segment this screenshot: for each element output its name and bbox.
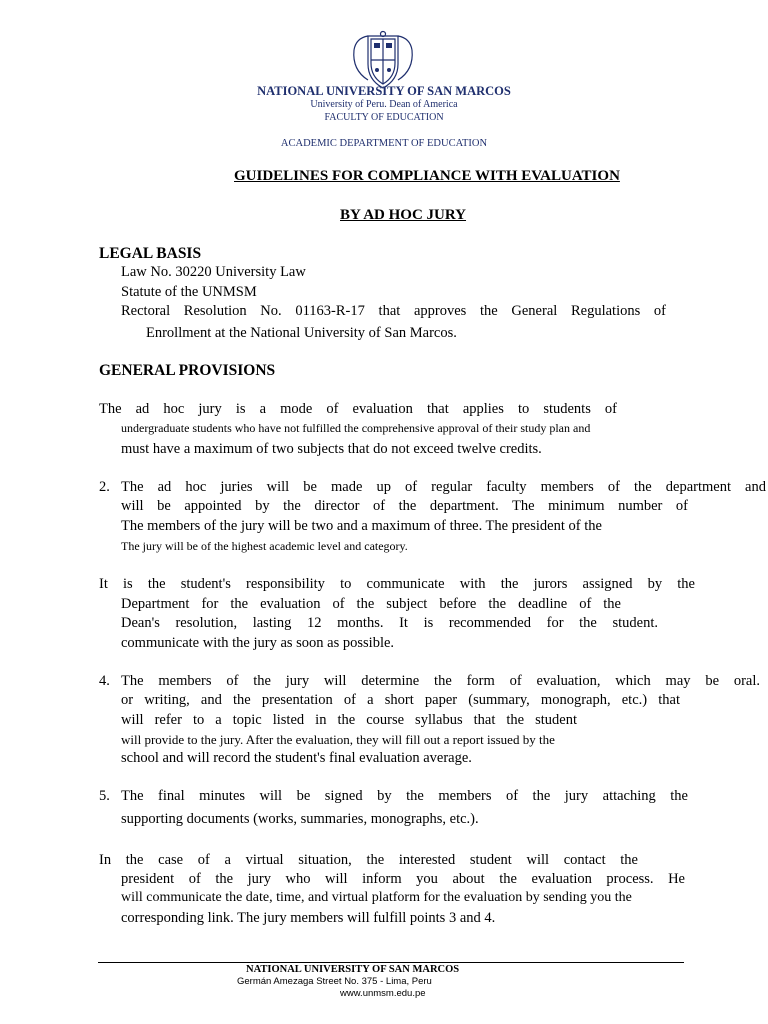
legal-basis-item-text: Rectoral Resolution No. 01163-R-17 that approves the General Regulations of [121,303,666,319]
legal-basis-item [121,303,666,320]
provision-5-line: supporting documents (works, summaries, monographs, etc.). [121,811,479,827]
provision-5-line: The final minutes will be signed by the members of the jury attaching the [121,788,688,804]
general-provisions-heading: GENERAL PROVISIONS [99,362,276,379]
provision-1-line: The ad hoc jury is a mode of evaluation that applies to students of [99,401,617,417]
provision-2-line: The jury will be of the highest academic level and category. [121,539,408,553]
provision-6-line: In the case of a virtual situation, the interested student will contact the [99,852,638,868]
provision-2-line: will be appointed by the director of the department. The minimum number of [121,498,688,514]
footer-address: Germán Amezaga Street No. 375 - Lima, Peru [237,976,432,987]
footer-website: www.unmsm.edu.pe [340,988,426,999]
provision-2-number: 2. [99,479,110,495]
provision-6-line: president of the jury who will inform you about the evaluation process. He [121,871,685,887]
provision-6-line: will communicate the date, time, and virtual platform for the evaluation by sending you the [121,890,632,905]
provision-3-line: Dean's resolution, lasting 12 months. It is recommended for the student. [121,615,658,631]
legal-basis-heading: LEGAL BASIS [99,245,202,262]
provision-4-line: or writing, and the presentation of a short paper (summary, monograph, etc.) that [121,692,680,708]
provision-3-line: communicate with the jury as soon as possible. [121,635,395,651]
provision-3-line: It is the student's responsibility to communicate with the jurors assigned by the [99,576,695,592]
provision-4-line: will refer to a topic listed in the course syllabus that the student [121,712,577,728]
provision-4-number: 4. [99,673,110,689]
legal-basis-item-continuation: Enrollment at the National University of San Marcos. [146,325,457,341]
header-motto: University of Peru. Dean of America [310,99,458,110]
document-title-line1: GUIDELINES FOR COMPLIANCE WITH EVALUATION [234,168,620,184]
footer-university: NATIONAL UNIVERSITY OF SAN MARCOS [246,964,460,975]
provision-3-line: Department for the evaluation of the subject before the deadline of the [121,596,621,612]
header-university: NATIONAL UNIVERSITY OF SAN MARCOS [257,84,511,98]
provision-6-line: corresponding link. The jury members will fulfill points 3 and 4. [121,910,496,926]
provision-4-line: The members of the jury will determine the form of evaluation, which may be oral. [121,673,760,689]
provision-1-line: must have a maximum of two subjects that do not exceed twelve credits. [121,441,542,457]
provision-2-line: The members of the jury will be two and a maximum of three. The president of the [121,518,602,534]
provision-5-number: 5. [99,788,110,804]
university-crest-icon [348,30,418,92]
header-faculty: FACULTY OF EDUCATION [324,112,444,123]
document-title-line2: BY AD HOC JURY [340,207,467,223]
legal-basis-item-text: Statute of the UNMSM [121,284,257,300]
provision-1-line: undergraduate students who have not fulfilled the comprehensive approval of their study plan and [121,421,591,435]
header-department: ACADEMIC DEPARTMENT OF EDUCATION [280,138,488,149]
provision-4-line: will provide to the jury. After the evaluation, they will fill out a report issued by the [121,732,555,747]
footer-divider [98,962,684,963]
legal-basis-item [121,264,306,281]
provision-2-line: The ad hoc juries will be made up of regular faculty members of the department and [121,479,766,495]
provision-4-line: school and will record the student's final evaluation average. [121,750,472,766]
legal-basis-item-text: Law No. 30220 University Law [121,264,306,280]
legal-basis-item [121,284,257,301]
